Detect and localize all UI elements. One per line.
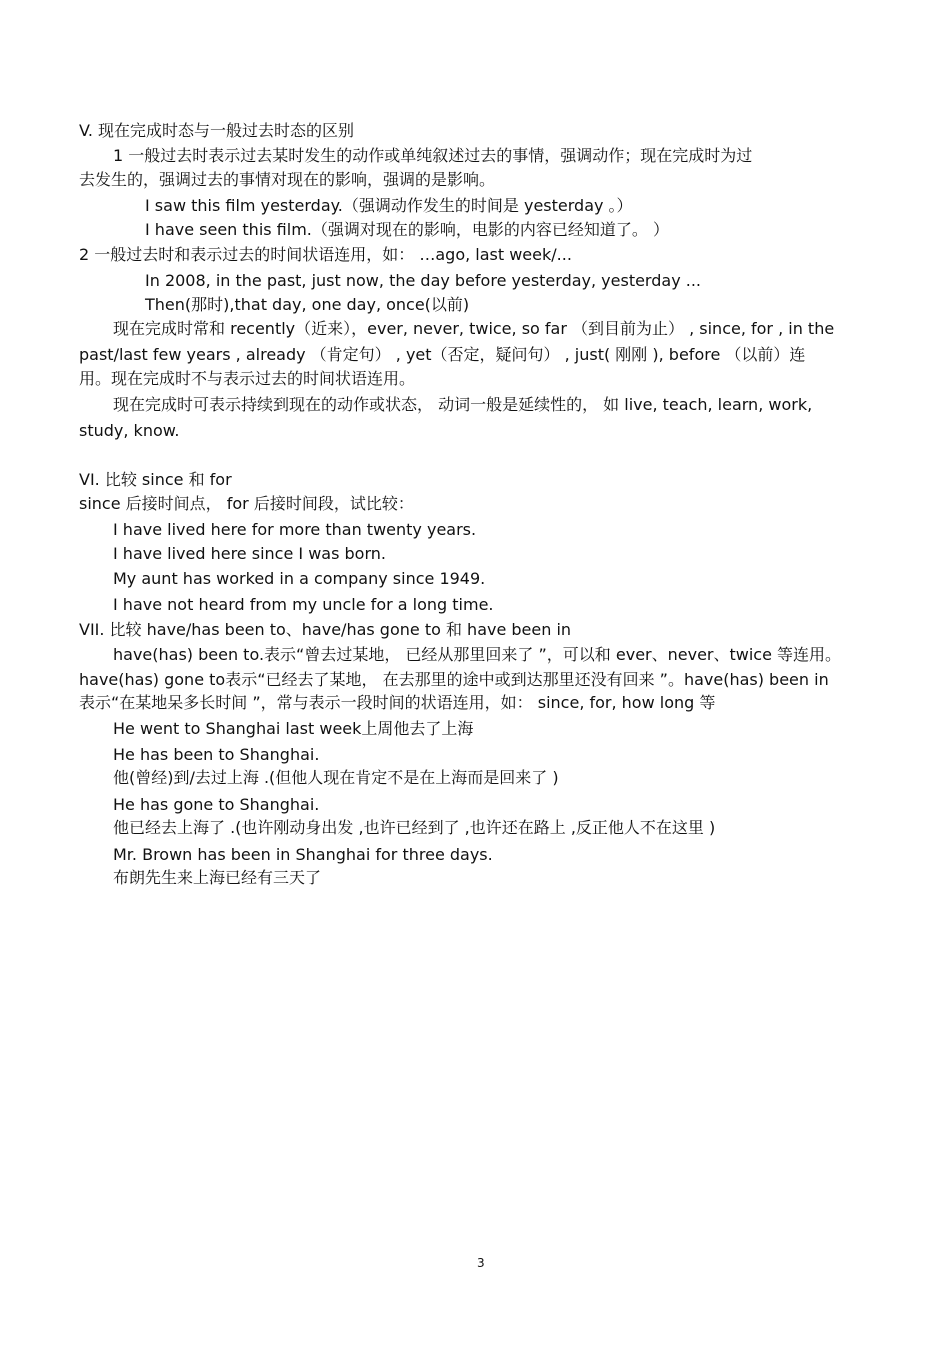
paragraph-line: 1 一般过去时表示过去某时发生的动作或单纯叙述过去的事情，强调动作；现在完成时为过 [113,146,753,165]
page-number: 3 [477,1256,485,1270]
paragraph-line: Then(那时),that day, one day, once(以前) [145,295,470,314]
paragraph-line: past/last few years , already （肯定句） , yet（否定，疑问句） , just( 刚刚 ), before （以前）连 [79,345,806,364]
example-translation: 他(曾经)到/去过上海 .(但他人现在肯定不是在上海而是回来了 ) [113,768,559,787]
section-vi-heading: VI. 比较 since 和 for [79,470,232,489]
example-sentence: I have lived here since I was born. [113,544,386,563]
paragraph-line: 现在完成时可表示持续到现在的动作或状态， 动词一般是延续性的， 如 live, teach, learn, work, [113,395,813,414]
example-sentence: I saw this film yesterday.（强调动作发生的时间是 yesterday 。） [145,196,633,215]
paragraph-line: 2 一般过去时和表示过去的时间状语连用，如： …ago, last week/... [79,245,572,264]
paragraph-line: 用。现在完成时不与表示过去的时间状语连用。 [79,369,416,388]
paragraph-line: 现在完成时常和 recently（近来），ever, never, twice, so far （到目前为止） , since, for , in the [113,319,835,338]
example-translation: 他已经去上海了 .(也许刚动身出发 ,也许已经到了 ,也许还在路上 ,反正他人不在这里 ) [113,818,716,837]
paragraph-line: have(has) gone to表示“已经去了某地， 在去那里的途中或到达那里还没有回来 ”。have(has) been in [79,670,829,689]
example-sentence: He has gone to Shanghai. [113,795,320,814]
paragraph-line: since 后接时间点， for 后接时间段，试比较： [79,494,414,513]
paragraph-line: In 2008, in the past, just now, the day before yesterday, yesterday ... [145,271,701,290]
section-v-heading: V. 现在完成时态与一般过去时态的区别 [79,121,355,140]
example-sentence: I have not heard from my uncle for a long time. [113,595,494,614]
paragraph-line: have(has) been to.表示“曾去过某地， 已经从那里回来了 ”，可以和 ever、never、twice 等连用。 [113,645,842,664]
example-sentence: He has been to Shanghai. [113,745,320,764]
paragraph-line: 表示“在某地呆多长时间 ”，常与表示一段时间的状语连用，如： since, for, how long 等 [79,693,716,712]
example-sentence: He went to Shanghai last week上周他去了上海 [113,719,474,738]
example-sentence: Mr. Brown has been in Shanghai for three days. [113,845,493,864]
paragraph-line: 去发生的，强调过去的事情对现在的影响，强调的是影响。 [79,170,496,189]
example-sentence: I have seen this film.（强调对现在的影响，电影的内容已经知道了。 ） [145,220,669,239]
paragraph-line: study, know. [79,421,180,440]
section-vii-heading: VII. 比较 have/has been to、have/has gone to 和 have been in [79,620,572,639]
example-sentence: I have lived here for more than twenty years. [113,520,477,539]
example-translation: 布朗先生来上海已经有三天了 [113,868,322,887]
example-sentence: My aunt has worked in a company since 1949. [113,569,486,588]
